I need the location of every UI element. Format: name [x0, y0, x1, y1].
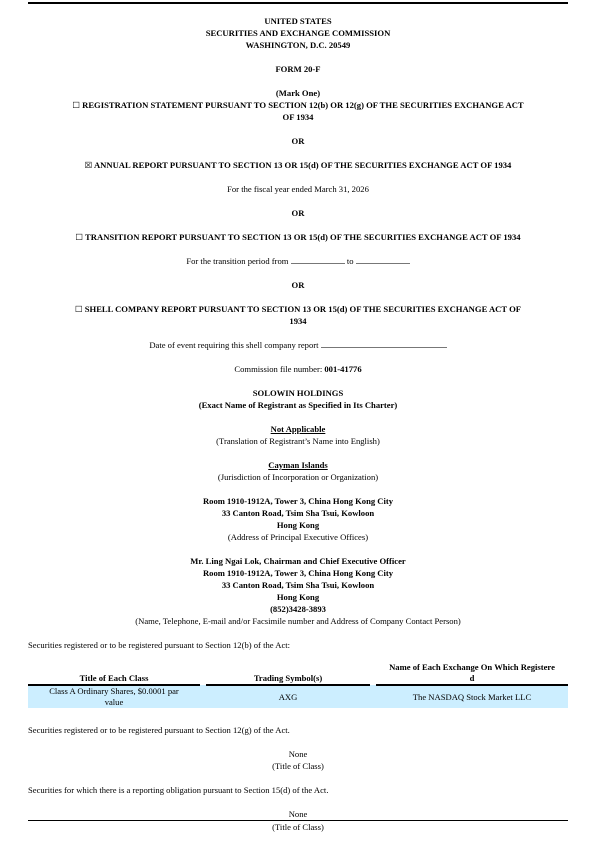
section-12g-caption: (Title of Class) — [272, 761, 324, 771]
jurisdiction: Cayman Islands — [268, 460, 328, 470]
header-title-of-class: Title of Each Class — [28, 662, 200, 685]
address-line: 33 Canton Road, Tsim Sha Tsui, Kowloon — [221, 508, 375, 518]
header-country: UNITED STATES — [264, 16, 332, 26]
contact-line: Hong Kong — [276, 592, 320, 602]
annual-report-text: ANNUAL REPORT PURSUANT TO SECTION 13 OR 15(d) OF THE SECURITIES EXCHANGE ACT OF 1934 — [93, 160, 512, 170]
section-15d-value: None — [288, 809, 308, 819]
transition-period — [28, 256, 568, 267]
bottom-rule — [28, 820, 568, 821]
shell-event-date — [28, 340, 568, 351]
checkbox-checked-icon[interactable]: ☒ — [84, 161, 93, 171]
address-line: Room 1910-1912A, Tower 3, China Hong Kong City — [202, 496, 394, 506]
shell-company-option — [28, 304, 568, 316]
or-divider-2: OR — [291, 208, 305, 218]
header-trading-symbol: Trading Symbol(s) — [206, 662, 370, 685]
table-row — [28, 685, 568, 708]
shell-company-text-line1: SHELL COMPANY REPORT PURSUANT TO SECTION 13 OR 15(d) OF THE SECURITIES EXCHANGE ACT OF — [84, 304, 522, 314]
cell-class — [28, 685, 200, 708]
commission-file-value: 001-41776 — [324, 364, 362, 374]
header-exchange-line1: Name of Each Exchange On Which Registere — [389, 662, 555, 672]
checkbox-empty-icon[interactable]: ☐ — [75, 233, 84, 243]
section-12g-value: None — [288, 749, 308, 759]
registrant-name: SOLOWIN HOLDINGS — [252, 388, 344, 398]
translation-caption: (Translation of Registrant’s Name into English) — [216, 436, 380, 446]
securities-12b-table — [28, 662, 568, 708]
address-caption: (Address of Principal Executive Offices) — [227, 532, 369, 542]
section-15d-intro: Securities for which there is a reporting obligation pursuant to Section 15(d) of the Act. — [28, 785, 329, 795]
transition-report-option — [28, 232, 568, 244]
fiscal-year-ended: For the fiscal year ended March 31, 2026 — [227, 184, 369, 194]
cell-class-line1: Class A Ordinary Shares, $0.0001 par — [49, 686, 179, 696]
registration-text-line2: OF 1934 — [282, 112, 314, 122]
transition-to-field[interactable] — [356, 256, 410, 264]
contact-caption: (Name, Telephone, E-mail and/or Facsimile number and Address of Company Contact Person) — [135, 616, 461, 626]
top-rule — [28, 2, 568, 4]
table-header-row — [28, 662, 568, 685]
transition-period-label: For the transition period from — [186, 256, 289, 266]
cell-exchange: The NASDAQ Stock Market LLC — [376, 685, 568, 708]
cell-symbol: AXG — [206, 685, 370, 708]
section-12b-intro: Securities registered or to be registered pursuant to Section 12(b) of the Act: — [28, 640, 291, 650]
shell-company-text-line2: 1934 — [289, 316, 307, 326]
transition-to-label: to — [346, 256, 354, 266]
header-agency: SECURITIES AND EXCHANGE COMMISSION — [205, 28, 391, 38]
jurisdiction-caption: (Jurisdiction of Incorporation or Organization) — [217, 472, 379, 482]
translation-name: Not Applicable — [270, 424, 326, 434]
annual-report-option — [28, 160, 568, 172]
header-exchange — [376, 662, 568, 685]
commission-file-label: Commission file number: — [234, 364, 323, 374]
or-divider-3: OR — [291, 280, 305, 290]
checkbox-empty-icon[interactable]: ☐ — [72, 101, 80, 111]
section-15d-caption: (Title of Class) — [272, 822, 324, 832]
address-line: Hong Kong — [276, 520, 320, 530]
shell-event-field[interactable] — [321, 340, 447, 348]
registration-option — [28, 100, 568, 112]
contact-phone: (852)3428-3893 — [270, 604, 326, 614]
header-city: WASHINGTON, D.C. 20549 — [245, 40, 351, 50]
section-12g-intro: Securities registered or to be registered pursuant to Section 12(g) of the Act. — [28, 725, 290, 735]
registration-text-line1: REGISTRATION STATEMENT PURSUANT TO SECTION 12(b) OR 12(g) OF THE SECURITIES EXCHANGE ACT — [82, 100, 524, 110]
contact-line: Room 1910-1912A, Tower 3, China Hong Kong City — [202, 568, 394, 578]
contact-line: Mr. Ling Ngai Lok, Chairman and Chief Executive Officer — [190, 556, 406, 566]
checkbox-empty-icon[interactable]: ☐ — [74, 305, 83, 315]
transition-report-text: TRANSITION REPORT PURSUANT TO SECTION 13 OR 15(d) OF THE SECURITIES EXCHANGE ACT OF 1934 — [85, 232, 521, 242]
transition-from-field[interactable] — [291, 256, 345, 264]
commission-file-number — [28, 364, 568, 375]
shell-event-label: Date of event requiring this shell company report — [149, 340, 319, 350]
cell-class-line2: value — [104, 697, 124, 707]
form-title: FORM 20-F — [275, 64, 321, 74]
mark-one: (Mark One) — [275, 88, 321, 98]
header-exchange-line2: d — [469, 673, 475, 683]
registrant-name-caption: (Exact Name of Registrant as Specified in Its Charter) — [198, 400, 398, 410]
or-divider-1: OR — [291, 136, 305, 146]
contact-line: 33 Canton Road, Tsim Sha Tsui, Kowloon — [221, 580, 375, 590]
